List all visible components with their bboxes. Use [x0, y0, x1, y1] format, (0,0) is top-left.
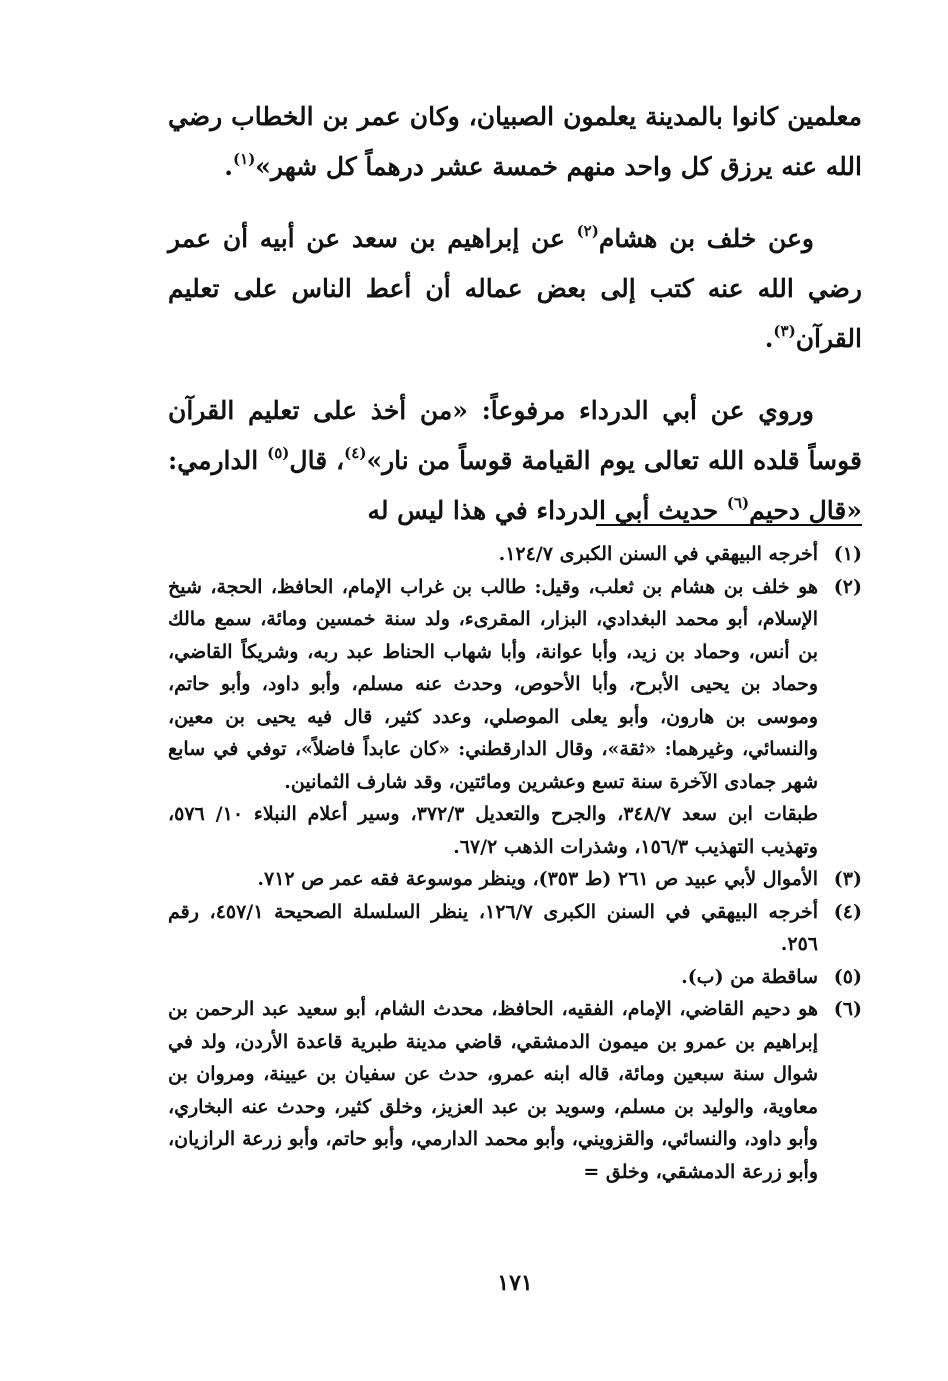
paragraph-text: الدارمي: «قال دحيم — [168, 446, 862, 525]
footnote-text: هو خلف بن هشام بن ثعلب، وقيل: طالب بن غراب الإمام، الحافظ، الحجة، شيخ الإسلام، أبو محمد البغدادي، البزار، المقرىء، ولد سنة خمسين ومائة، سمع مالك بن أنس، وحماد بن زيد، وأبا عوانة، وأبا شهاب الحناط عبد ربه، وشريكاً القاضي، وحماد بن يحيى الأبرح، وأبا الأحوص، وحدث عنه مسلم، وأبو داود، وأبو حاتم، وموسى بن هارون، وأبو يعلى الموصلي، وعدد كثير، قال فيه يحيى بن معين، والنسائي، وغيرهما: «ثقة»، وقال الدارقطني: «كان عابداً فاضلاً»، توفي في سابع شهر جمادى الآخرة سنة تسع وعشرين ومائتين، وقد شارف الثمانين. — [168, 575, 818, 793]
paragraph-text: معلمين كانوا بالمدينة يعلمون الصبيان، وكان عمر بن الخطاب رضي الله عنه يرزق كل واحد منهم خمسة عشر درهماً كل شهر» — [168, 102, 862, 181]
footnote-text: أخرجه البيهقي في السنن الكبرى ١٢٤/٧. — [498, 543, 818, 565]
footnote-item — [168, 993, 862, 1188]
footnote-marker: (٥) — [267, 443, 290, 462]
footnote-number: (٤) — [833, 900, 862, 923]
footnote-item — [168, 896, 862, 961]
body-paragraph — [168, 386, 862, 536]
page-number: ١٧١ — [497, 1270, 533, 1296]
footnote-item — [168, 571, 862, 864]
footnote-marker: (٦) — [726, 493, 750, 512]
footnote-body — [168, 993, 818, 1188]
footnote-text: هو دحيم القاضي، الإمام، الفقيه، الحافظ، محدث الشام، أبو سعيد عبد الرحمن بن إبراهيم بن عمرو بن ميمون الدمشقي، قاضي مدينة طبرية قاعدة الأردن، ولد في شوال سنة سبعين ومائة، قاله ابنه عمرو، حدث عن سفيان بن عيينة، ومروان بن معاوية، والوليد بن مسلم، وسويد بن عبد العزيز، وخلق كثير، وحدث عنه البخاري، وأبو داود، والنسائي، والقزويني، وأبو محمد الدارمي، وأبو حاتم، وأبو زرعة الرازيان، وأبو زرعة الدمشقي، وخلق = — [168, 998, 818, 1183]
paragraph-text: حديث أبي الدرداء في هذا ليس له — [367, 496, 727, 525]
book-page — [168, 92, 862, 1332]
footnote-marker: (٢) — [576, 221, 599, 240]
footnote-marker: (١) — [233, 149, 256, 168]
footnote-text: الأموال لأبي عبيد ص ٢٦١ (ط ٣٥٣)، وينظر موسوعة فقه عمر ص ٧١٢. — [257, 868, 818, 890]
footnote-item — [168, 863, 862, 896]
footnote-marker: (٤) — [344, 443, 367, 462]
footnote-body — [168, 538, 818, 571]
footnote-body — [168, 863, 818, 896]
body-paragraph — [168, 92, 862, 192]
main-text — [168, 92, 862, 536]
footnote-number: (٢) — [833, 575, 862, 598]
paragraph-text: وروي عن أبي الدرداء مرفوعاً: «من أخذ على تعليم القرآن قوساً قلده الله تعالى يوم القيامة قوساً من نار» — [168, 396, 862, 475]
footnote-number: (٣) — [833, 868, 862, 890]
footnote-number: (٦) — [833, 998, 862, 1020]
footnote-text: أخرجه البيهقي في السنن الكبرى ١٢٦/٧، ينظر السلسلة الصحيحة ٤٥٧/١، رقم ٢٥٦. — [168, 900, 818, 955]
footnote-item — [168, 961, 862, 994]
footnote-marker: (٣) — [773, 321, 796, 340]
footnote-number: (١) — [833, 543, 862, 565]
footnote-separator — [596, 524, 862, 526]
paragraph-text: . — [224, 152, 234, 181]
paragraph-text: . — [764, 324, 774, 353]
paragraph-text: عن إبراهيم بن سعد عن أبيه أن عمر رضي الله عنه كتب إلى بعض عماله أن أعط الناس على تعليم القرآن — [168, 224, 862, 353]
paragraph-text: وعن خلف بن هشام — [598, 224, 814, 253]
footnote-body — [168, 961, 818, 994]
footnote-body — [168, 571, 818, 864]
footnote-number: (٥) — [833, 965, 862, 988]
footnote-body — [168, 896, 818, 961]
footnote-item — [168, 538, 862, 571]
footnote-text: طبقات ابن سعد ٣٤٨/٧، والجرح والتعديل ٣٧٢/٣، وسير أعلام النبلاء ١٠/ ٥٧٦، وتهذيب التهذيب ١٥٦/٣، وشذرات الذهب ٦٧/٢. — [168, 803, 818, 858]
paragraph-text: ، قال — [289, 446, 345, 475]
footnotes-list — [168, 538, 862, 1188]
body-paragraph — [168, 214, 862, 364]
footnote-text: ساقطة من (ب). — [681, 965, 818, 988]
